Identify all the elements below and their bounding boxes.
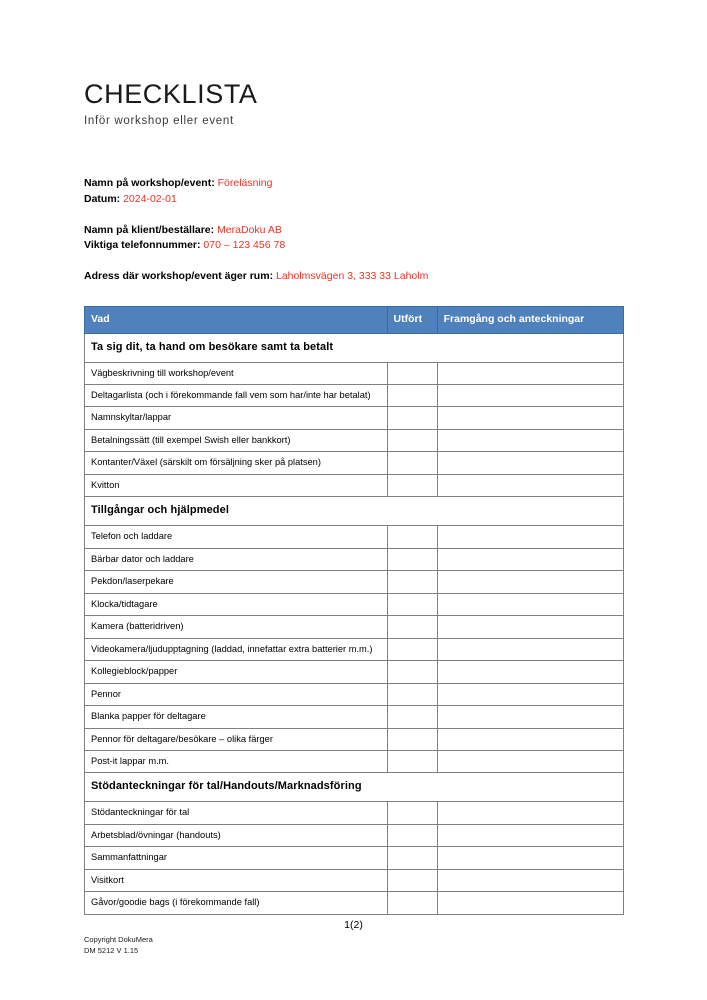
field-separator: : — [269, 270, 276, 283]
checklist-item-label: Klocka/tidtagare — [85, 593, 388, 615]
field-value-date: 2024-02-01 — [123, 192, 177, 205]
field-group-client — [84, 223, 624, 255]
column-header-notes: Framgång och anteckningar — [437, 307, 623, 333]
checklist-done-cell[interactable] — [387, 362, 437, 384]
table-row — [85, 661, 624, 683]
field-value-phone: 070 – 123 456 78 — [203, 239, 286, 252]
field-row-date — [84, 192, 624, 208]
checklist-done-cell[interactable] — [387, 548, 437, 570]
table-row — [85, 750, 624, 772]
table-row — [85, 683, 624, 705]
field-group-event — [84, 176, 624, 208]
table-row — [85, 407, 624, 429]
checklist-done-cell[interactable] — [387, 706, 437, 728]
checklist-item-label: Bärbar dator och laddare — [85, 548, 388, 570]
checklist-done-cell[interactable] — [387, 638, 437, 660]
checklist-notes-cell[interactable] — [437, 548, 623, 570]
page-number: 1(2) — [344, 919, 363, 931]
checklist-table — [84, 306, 624, 914]
checklist-done-cell[interactable] — [387, 824, 437, 846]
checklist-item-label: Visitkort — [85, 869, 388, 891]
table-row — [85, 526, 624, 548]
footer — [84, 934, 153, 957]
table-body — [85, 333, 624, 914]
field-label-client: Namn på klient/beställare — [84, 223, 211, 236]
checklist-item-label: Pennor — [85, 683, 388, 705]
checklist-item-label: Post-it lappar m.m. — [85, 750, 388, 772]
checklist-done-cell[interactable] — [387, 869, 437, 891]
checklist-item-label: Telefon och laddare — [85, 526, 388, 548]
checklist-item-label: Arbetsblad/övningar (handouts) — [85, 824, 388, 846]
field-group-address — [84, 269, 624, 285]
table-row — [85, 847, 624, 869]
checklist-notes-cell[interactable] — [437, 892, 623, 914]
checklist-done-cell[interactable] — [387, 526, 437, 548]
checklist-done-cell[interactable] — [387, 593, 437, 615]
checklist-notes-cell[interactable] — [437, 362, 623, 384]
table-row — [85, 571, 624, 593]
table-row — [85, 638, 624, 660]
checklist-notes-cell[interactable] — [437, 452, 623, 474]
table-row — [85, 474, 624, 496]
field-label-phone: Viktiga telefonnummer — [84, 239, 197, 252]
table-row — [85, 706, 624, 728]
field-label-name: Namn på workshop/event — [84, 176, 212, 189]
checklist-done-cell[interactable] — [387, 452, 437, 474]
field-row-client — [84, 223, 624, 239]
checklist-notes-cell[interactable] — [437, 593, 623, 615]
checklist-notes-cell[interactable] — [437, 869, 623, 891]
table-row — [85, 892, 624, 914]
checklist-done-cell[interactable] — [387, 728, 437, 750]
page-subtitle: Inför workshop eller event — [84, 114, 234, 127]
field-separator: : — [210, 223, 218, 236]
checklist-item-label: Pekdon/laserpekare — [85, 571, 388, 593]
checklist-done-cell[interactable] — [387, 661, 437, 683]
checklist-notes-cell[interactable] — [437, 385, 623, 407]
table-row — [85, 593, 624, 615]
column-header-done: Utfört — [387, 307, 437, 333]
table-row — [85, 548, 624, 570]
checklist-notes-cell[interactable] — [437, 683, 623, 705]
footer-copyright: Copyright DokuMera — [84, 935, 153, 944]
checklist-item-label: Kontanter/Växel (särskilt om försäljning sker på platsen) — [85, 452, 388, 474]
field-row-name — [84, 176, 624, 192]
checklist-item-label: Kvitton — [85, 474, 388, 496]
column-header-what: Vad — [85, 307, 388, 333]
checklist-done-cell[interactable] — [387, 429, 437, 451]
checklist-notes-cell[interactable] — [437, 571, 623, 593]
table-header-row — [85, 307, 624, 333]
checklist-item-label: Vägbeskrivning till workshop/event — [85, 362, 388, 384]
checklist-done-cell[interactable] — [387, 847, 437, 869]
checklist-notes-cell[interactable] — [437, 616, 623, 638]
checklist-item-label: Kamera (batteridriven) — [85, 616, 388, 638]
checklist-done-cell[interactable] — [387, 750, 437, 772]
form-fields — [84, 176, 624, 286]
field-separator: : — [211, 176, 218, 189]
checklist-done-cell[interactable] — [387, 385, 437, 407]
checklist-item-label: Gåvor/goodie bags (i förekommande fall) — [85, 892, 388, 914]
field-row-phone — [84, 238, 624, 254]
checklist-notes-cell[interactable] — [437, 429, 623, 451]
table-header — [85, 307, 624, 333]
field-separator: : — [197, 239, 204, 252]
section-heading: Ta sig dit, ta hand om besökare samt ta betalt — [85, 333, 624, 362]
checklist-done-cell[interactable] — [387, 407, 437, 429]
section-heading: Tillgångar och hjälpmedel — [85, 497, 624, 526]
checklist-done-cell[interactable] — [387, 892, 437, 914]
checklist-item-label: Blanka papper för deltagare — [85, 706, 388, 728]
footer-doc-code: DM 5212 V 1.15 — [84, 946, 139, 956]
table-row — [85, 616, 624, 638]
field-label-date: Datum — [84, 192, 117, 205]
table-row — [85, 452, 624, 474]
checklist-done-cell[interactable] — [387, 474, 437, 496]
table-row — [85, 385, 624, 407]
page-title: CHECKLISTA — [84, 79, 258, 109]
field-separator: : — [116, 192, 124, 205]
field-value-address: Laholmsvägen 3, 333 33 Laholm — [275, 270, 429, 283]
checklist-item-label: Pennor för deltagare/besökare – olika färger — [85, 728, 388, 750]
checklist-done-cell[interactable] — [387, 616, 437, 638]
checklist-item-label: Kollegieblock/papper — [85, 661, 388, 683]
checklist-item-label: Betalningssätt (till exempel Swish eller bankkort) — [85, 429, 388, 451]
field-value-client: MeraDoku AB — [217, 223, 282, 236]
table-row — [85, 824, 624, 846]
field-value-name: Föreläsning — [217, 176, 273, 189]
checklist-item-label: Videokamera/ljudupptagning (laddad, innefattar extra batterier m.m.) — [85, 638, 388, 660]
table-row — [85, 728, 624, 750]
table-row — [85, 362, 624, 384]
section-heading: Stödanteckningar för tal/Handouts/Marknadsföring — [85, 773, 624, 802]
checklist-notes-cell[interactable] — [437, 474, 623, 496]
section-header-row — [85, 773, 624, 802]
checklist-done-cell[interactable] — [387, 571, 437, 593]
table-row — [85, 802, 624, 824]
document-body — [84, 80, 624, 915]
checklist-notes-cell[interactable] — [437, 407, 623, 429]
checklist-item-label: Namnskyltar/lappar — [85, 407, 388, 429]
field-row-address — [84, 269, 624, 285]
table-row — [85, 429, 624, 451]
checklist-item-label: Sammanfattningar — [85, 847, 388, 869]
field-label-address: Adress där workshop/event äger rum — [84, 270, 270, 283]
checklist-notes-cell[interactable] — [437, 802, 623, 824]
section-header-row — [85, 333, 624, 362]
checklist-notes-cell[interactable] — [437, 824, 623, 846]
checklist-notes-cell[interactable] — [437, 638, 623, 660]
checklist-item-label: Stödanteckningar för tal — [85, 802, 388, 824]
checklist-notes-cell[interactable] — [437, 728, 623, 750]
table-row — [85, 869, 624, 891]
checklist-notes-cell[interactable] — [437, 706, 623, 728]
checklist-item-label: Deltagarlista (och i förekommande fall vem som har/inte har betalat) — [85, 385, 388, 407]
checklist-done-cell[interactable] — [387, 683, 437, 705]
checklist-notes-cell[interactable] — [437, 847, 623, 869]
section-header-row — [85, 497, 624, 526]
checklist-notes-cell[interactable] — [437, 526, 623, 548]
checklist-notes-cell[interactable] — [437, 750, 623, 772]
checklist-notes-cell[interactable] — [437, 661, 623, 683]
checklist-done-cell[interactable] — [387, 802, 437, 824]
